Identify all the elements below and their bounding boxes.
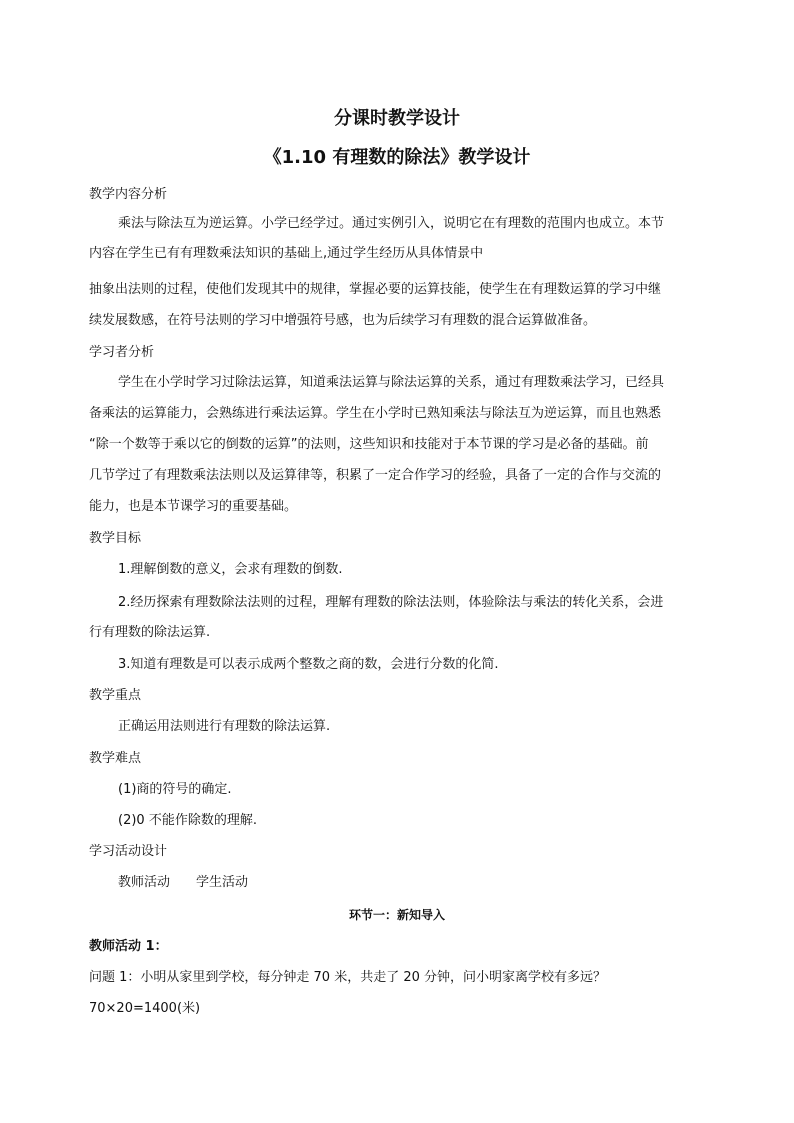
activity-columns (118, 874, 248, 892)
paragraph-line: “除一个数等于乘以它的倒数的运算”的法则，这些知识和技能对于本节课的学习是必备的基础。前 (89, 437, 649, 452)
section-heading-activity-design: 学习活动设计 (89, 844, 168, 859)
paragraph-line: 续发展数感，在符号法则的学习中增强符号感，也为后续学习有理数的混合运算做准备。 (89, 313, 597, 328)
paragraph-line: 内容在学生已有有理数乘法知识的基础上,通过学生经历从具体情景中 (89, 246, 484, 261)
teacher-activity-label: 教师活动 1： (89, 939, 168, 954)
paragraph-line: 学生在小学时学习过除法运算，知道乘法运算与除法运算的关系，通过有理数乘法学习，已经具 (118, 375, 665, 390)
paragraph-line: 乘法与除法互为逆运算。小学已经学过。通过实例引入，说明它在有理数的范围内也成立。本节 (118, 216, 665, 231)
main-title: 《1.10 有理数的除法》教学设计 (263, 147, 531, 168)
objective-item: 3.知道有理数是可以表示成两个整数之商的数，会进行分数的化简. (118, 657, 499, 672)
answer-text: 70×20=1400(米) (89, 1001, 201, 1016)
section-heading-objectives: 教学目标 (89, 531, 142, 546)
paragraph-line: 抽象出法则的过程，使他们发现其中的规律，掌握必要的运算技能，使学生在有理数运算的学习中继 (89, 282, 662, 297)
section-heading-key-points: 教学重点 (89, 688, 142, 703)
paragraph-line: 几节学过了有理数乘法法则以及运算律等，积累了一定合作学习的经验，具备了一定的合作与交流的 (89, 468, 662, 483)
objective-item: 2.经历探索有理数除法法则的过程，理解有理数的除法法则，体验除法与乘法的转化关系，会进 (118, 595, 664, 610)
section-heading-learner-analysis: 学习者分析 (89, 345, 155, 360)
paragraph-line: 备乘法的运算能力，会熟练进行乘法运算。学生在小学时已熟知乘法与除法互为逆运算，而且也熟悉 (89, 406, 662, 421)
difficulty-item: (2)0 不能作除数的理解. (118, 813, 257, 828)
paragraph-line: 能力，也是本节课学习的重要基础。 (89, 499, 298, 514)
key-point-text: 正确运用法则进行有理数的除法运算. (118, 719, 331, 734)
column-student-activity: 学生活动 (196, 875, 249, 890)
section-heading-content-analysis: 教学内容分析 (89, 187, 168, 202)
section-heading-difficulties: 教学难点 (89, 751, 142, 766)
stage-title: 环节一：新知导入 (348, 908, 445, 922)
objective-item-continued: 行有理数的除法运算. (89, 625, 211, 640)
column-teacher-activity: 教师活动 (118, 875, 171, 890)
difficulty-item: (1)商的符号的确定. (118, 782, 232, 797)
question-text: 问题 1：小明从家里到学校，每分钟走 70 米，共走了 20 分钟，问小明家离学校有多远？ (89, 970, 607, 985)
objective-item: 1.理解倒数的意义，会求有理数的倒数. (118, 562, 343, 577)
header-title: 分课时教学设计 (334, 108, 460, 129)
